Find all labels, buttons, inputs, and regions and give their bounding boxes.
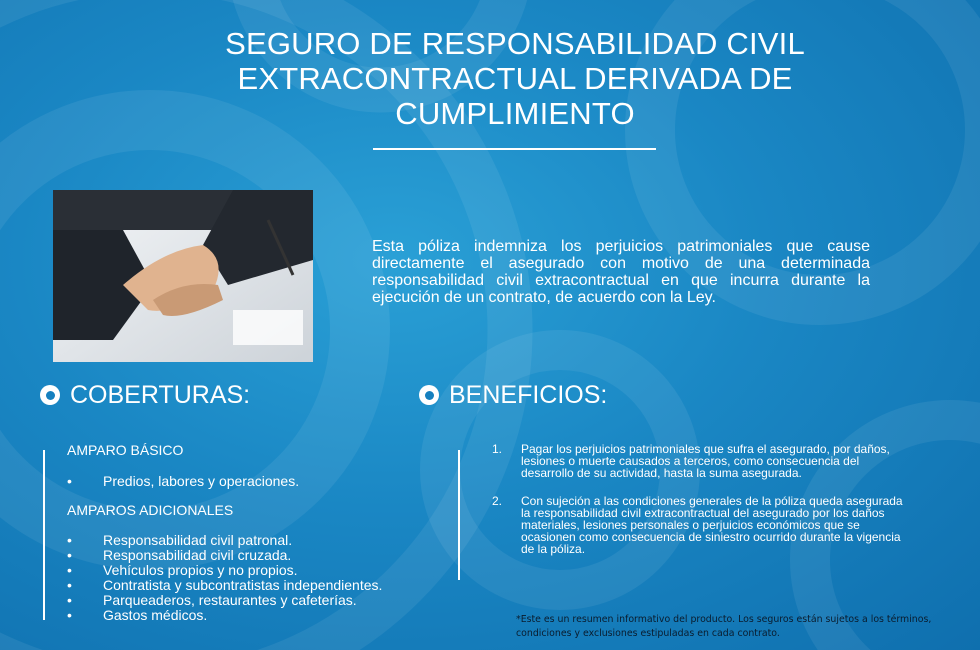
list-number: 2. [492,494,503,508]
benefit-text: Con sujeción a las condiciones generales de la póliza queda asegurada la responsabilidad civil extracontractual del asegurado por los daños materiales, lesiones personales o perjuicios económicos que se ocasionen como consecuencia de siniestro ocurrido durante la vigencia de la póliza. [521,494,903,556]
beneficios-header [419,380,607,410]
beneficios-title: BENEFICIOS: [449,381,608,409]
disclaimer-footnote: *Este es un resumen informativo del producto. Los seguros están sujetos a los términos, condiciones y exclusiones estipuladas en cada contrato. [516,614,932,639]
amparo-basico-heading: AMPARO BÁSICO [67,442,184,458]
title-underline [373,148,656,150]
list-item: • Vehículos propios y no propios. [67,563,427,578]
list-number: 1. [492,442,503,456]
list-item: • Parqueaderos, restaurantes y cafeterías. [67,593,427,608]
intro-text: Esta póliza indemniza los perjuicios patrimoniales que cause directamente el asegurado con motivo de una determinada responsabilidad civil extracontractual en que incurra durante la ejecución de un contrato, de acuerdo con la Ley. [372,238,870,306]
page-title [160,26,870,131]
circle-bullet-icon [419,385,439,405]
amparos-adicionales-heading: AMPAROS ADICIONALES [67,502,234,518]
title-line: EXTRACONTRACTUAL DERIVADA DE [237,61,793,96]
list-item: • Responsabilidad civil cruzada. [67,548,427,563]
benefit-text: Pagar los perjuicios patrimoniales que sufra el asegurado, por daños, lesiones o muerte causados a terceros, como consecuencia del desarrollo de su actividad, hasta la suma asegurada. [521,442,890,480]
coberturas-divider [43,450,45,620]
beneficios-divider [458,450,460,580]
list-item: • Contratista y subcontratistas independientes. [67,578,427,593]
list-item [492,443,912,479]
coberturas-header [40,380,250,410]
title-line: CUMPLIMIENTO [395,96,635,131]
list-item: • Gastos médicos. [67,608,427,623]
coberturas-title: COBERTURAS: [70,381,251,409]
list-item [492,495,912,555]
basic-items [67,474,427,489]
handshake-photo [53,190,313,362]
list-item: • Predios, labores y operaciones. [67,474,427,489]
circle-bullet-icon [40,385,60,405]
additional-items [67,533,427,623]
beneficios-list [492,443,912,555]
title-line: SEGURO DE RESPONSABILIDAD CIVIL [225,26,805,61]
list-item: • Responsabilidad civil patronal. [67,533,427,548]
coberturas-list [67,443,427,623]
